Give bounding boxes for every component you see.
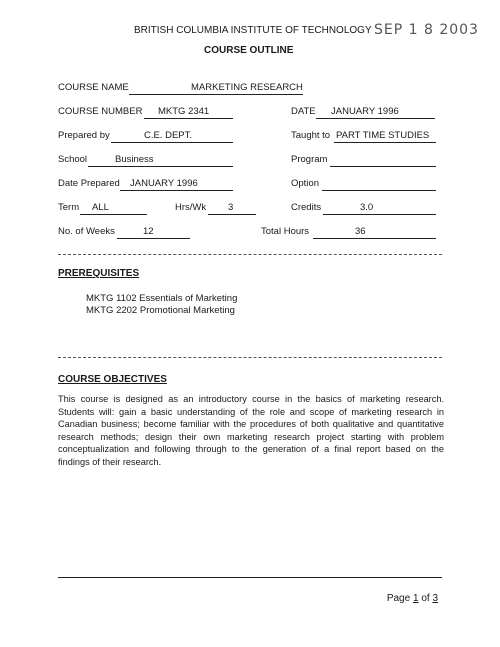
date-prepared-value: JANUARY 1996 xyxy=(130,178,198,189)
weeks-line xyxy=(117,238,190,239)
course-number-value: MKTG 2341 xyxy=(158,106,210,117)
prerequisites-heading: PREREQUISITES xyxy=(58,268,140,279)
prerequisite-item: MKTG 2202 Promotional Marketing xyxy=(86,305,235,316)
term-value: ALL xyxy=(92,202,109,213)
school-line xyxy=(88,166,233,167)
school-value: Business xyxy=(115,154,154,165)
credits-value: 3.0 xyxy=(360,202,374,213)
hrs-wk-label: Hrs/Wk xyxy=(175,202,207,213)
date-label: DATE xyxy=(291,106,316,117)
term-label: Term xyxy=(58,202,80,213)
total-hours-line xyxy=(313,238,436,239)
course-name-line xyxy=(129,94,303,95)
prerequisite-item: MKTG 1102 Essentials of Marketing xyxy=(86,293,238,304)
hrs-wk-line xyxy=(208,214,256,215)
footer-rule xyxy=(58,577,442,578)
prepared-by-label: Prepared by xyxy=(58,130,110,141)
course-name-label: COURSE NAME xyxy=(58,82,129,93)
page-number xyxy=(387,593,438,604)
page-word: Page xyxy=(386,593,411,604)
of-word: of xyxy=(421,593,430,604)
prepared-by-line xyxy=(111,142,233,143)
prepared-by-value: C.E. DEPT. xyxy=(144,130,193,141)
date-value: JANUARY 1996 xyxy=(331,106,399,117)
program-label: Program xyxy=(291,154,328,165)
credits-label: Credits xyxy=(291,202,322,213)
objectives-paragraph: This course is designed as an introductory course in the basics of marketing research. Students will: gain a basic understanding of the role and scope of marketing research in Canadian business; become familiar with the procedures of both qualitative and quantitative research methods; design their own marketing research project starting with problem conceptualization and following through to the generation of a final report based on the findings of their research. xyxy=(58,394,444,467)
option-label: Option xyxy=(291,178,319,189)
date-line xyxy=(316,118,435,119)
page-total: 3 xyxy=(432,593,438,604)
total-hours-value: 36 xyxy=(355,226,366,237)
program-line xyxy=(330,166,436,167)
taught-to-line xyxy=(334,142,436,143)
weeks-label: No. of Weeks xyxy=(58,226,115,237)
option-line xyxy=(322,190,436,191)
course-number-line xyxy=(144,118,233,119)
objectives-heading: COURSE OBJECTIVES xyxy=(58,374,167,385)
hrs-wk-value: 3 xyxy=(228,202,234,213)
total-hours-label: Total Hours xyxy=(261,226,310,237)
page-current: 1 xyxy=(412,593,419,604)
date-prepared-line xyxy=(120,190,233,191)
taught-to-value: PART TIME STUDIES xyxy=(336,130,430,141)
section-divider xyxy=(58,357,442,358)
course-number-label: COURSE NUMBER xyxy=(58,106,143,117)
course-name-value: MARKETING RESEARCH xyxy=(191,82,303,93)
section-divider xyxy=(58,254,442,255)
institution-name: BRITISH COLUMBIA INSTITUTE OF TECHNOLOGY xyxy=(134,25,372,36)
document-title: COURSE OUTLINE xyxy=(204,45,294,56)
taught-to-label: Taught to xyxy=(291,130,331,141)
school-label: School xyxy=(58,154,88,165)
term-line xyxy=(80,214,147,215)
date-prepared-label: Date Prepared xyxy=(58,178,120,189)
weeks-value: 12 xyxy=(143,226,154,237)
received-date-stamp: SEP 1 8 2003 xyxy=(374,22,479,38)
credits-line xyxy=(323,214,436,215)
